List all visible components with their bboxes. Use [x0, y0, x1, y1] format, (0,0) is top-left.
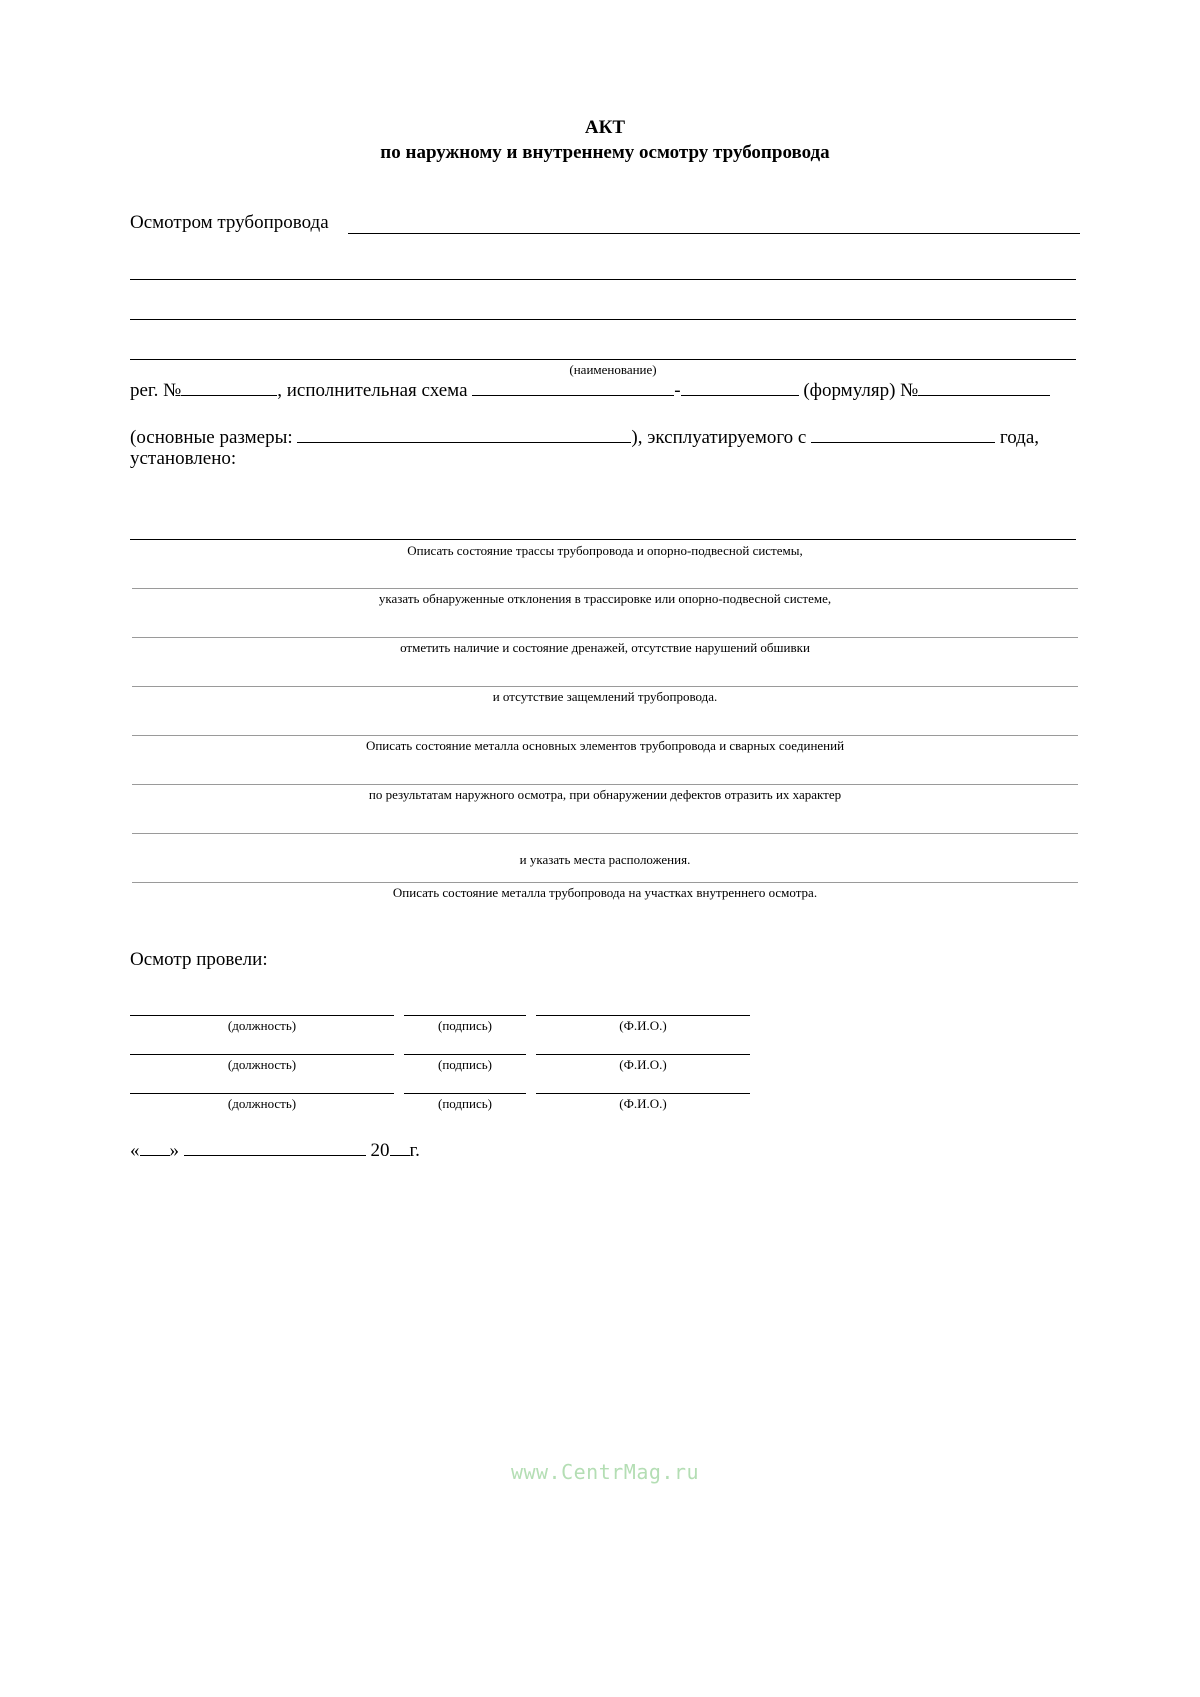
- position-field[interactable]: [130, 1054, 394, 1055]
- full-name-field[interactable]: [536, 1015, 750, 1016]
- year-prefix: 20: [370, 1140, 390, 1161]
- full-name-caption: (Ф.И.О.): [619, 1018, 667, 1033]
- full-name-field[interactable]: [536, 1054, 750, 1055]
- findings-note-5: Описать состояние металла основных элементов трубопровода и сварных соединений: [365, 738, 845, 753]
- signatures-heading: Осмотр провели:: [130, 949, 268, 970]
- registration-row: [130, 377, 1050, 402]
- day-field[interactable]: [140, 1137, 170, 1156]
- findings-note-1: Описать состояние трассы трубопровода и опорно-подвесной системы,: [407, 543, 803, 558]
- scheme-field-1[interactable]: [472, 377, 674, 396]
- signature-caption: (подпись): [438, 1096, 492, 1111]
- findings-note-7: и указать места расположения.: [519, 852, 691, 867]
- scheme-dash: -: [674, 380, 681, 401]
- signature-caption: (подпись): [438, 1018, 492, 1033]
- findings-line-2[interactable]: [132, 588, 1078, 589]
- month-field[interactable]: [184, 1137, 366, 1156]
- pipeline-name-field[interactable]: [348, 233, 1080, 234]
- position-field[interactable]: [130, 1015, 394, 1016]
- full-name-caption: (Ф.И.О.): [619, 1057, 667, 1072]
- full-name-caption: (Ф.И.О.): [619, 1096, 667, 1111]
- dimensions-field[interactable]: [297, 424, 631, 443]
- findings-note-6: по результатам наружного осмотра, при обнаружении дефектов отразить их характер: [368, 787, 842, 802]
- findings-line-3[interactable]: [132, 637, 1078, 638]
- pipeline-name-line-2[interactable]: [130, 279, 1076, 280]
- scheme-label: , исполнительная схема: [277, 380, 468, 401]
- formular-number-field[interactable]: [918, 377, 1050, 396]
- signature-caption: (подпись): [438, 1057, 492, 1072]
- document-title: АКТ: [584, 117, 626, 138]
- findings-line-6[interactable]: [132, 784, 1078, 785]
- year-suffix: г.: [409, 1140, 420, 1161]
- findings-line-7[interactable]: [132, 833, 1078, 834]
- document-subtitle: по наружному и внутреннему осмотру трубопровода: [380, 142, 830, 163]
- date-open-quote: «: [130, 1140, 140, 1161]
- dimensions-label: (основные размеры:: [130, 427, 293, 448]
- findings-note-2: указать обнаруженные отклонения в трассировке или опорно-подвесной системе,: [378, 591, 832, 606]
- pipeline-name-line-4[interactable]: [130, 359, 1076, 360]
- formular-label: (формуляр) №: [803, 380, 919, 401]
- dimensions-row: [130, 424, 1039, 449]
- year-field[interactable]: [390, 1137, 410, 1156]
- full-name-field[interactable]: [536, 1093, 750, 1094]
- date-row: [130, 1137, 420, 1162]
- scheme-field-2[interactable]: [681, 377, 799, 396]
- findings-note-3: отметить наличие и состояние дренажей, отсутствие нарушений обшивки: [400, 640, 810, 655]
- findings-line-1[interactable]: [130, 539, 1076, 540]
- position-caption: (должность): [227, 1096, 297, 1111]
- findings-line-5[interactable]: [132, 735, 1078, 736]
- reg-number-field[interactable]: [181, 377, 277, 396]
- position-caption: (должность): [227, 1057, 297, 1072]
- findings-line-4[interactable]: [132, 686, 1078, 687]
- signature-field[interactable]: [404, 1015, 526, 1016]
- signature-field[interactable]: [404, 1093, 526, 1094]
- date-close-quote: »: [169, 1140, 179, 1161]
- name-caption: (наименование): [569, 362, 657, 377]
- watermark-text: www.CentrMag.ru: [510, 1460, 700, 1484]
- position-caption: (должность): [227, 1018, 297, 1033]
- pipeline-label: Осмотром трубопровода: [130, 212, 329, 233]
- operated-since-field[interactable]: [811, 424, 995, 443]
- findings-note-4: и отсутствие защемлений трубопровода.: [492, 689, 718, 704]
- established-label: установлено:: [130, 448, 237, 469]
- pipeline-name-line-3[interactable]: [130, 319, 1076, 320]
- signature-field[interactable]: [404, 1054, 526, 1055]
- reg-label: рег. №: [130, 380, 182, 401]
- year-label: года,: [999, 427, 1039, 448]
- findings-line-8[interactable]: [132, 882, 1078, 883]
- findings-note-8: Описать состояние металла трубопровода на участках внутреннего осмотра.: [392, 885, 818, 900]
- operated-label: ), эксплуатируемого с: [631, 427, 807, 448]
- position-field[interactable]: [130, 1093, 394, 1094]
